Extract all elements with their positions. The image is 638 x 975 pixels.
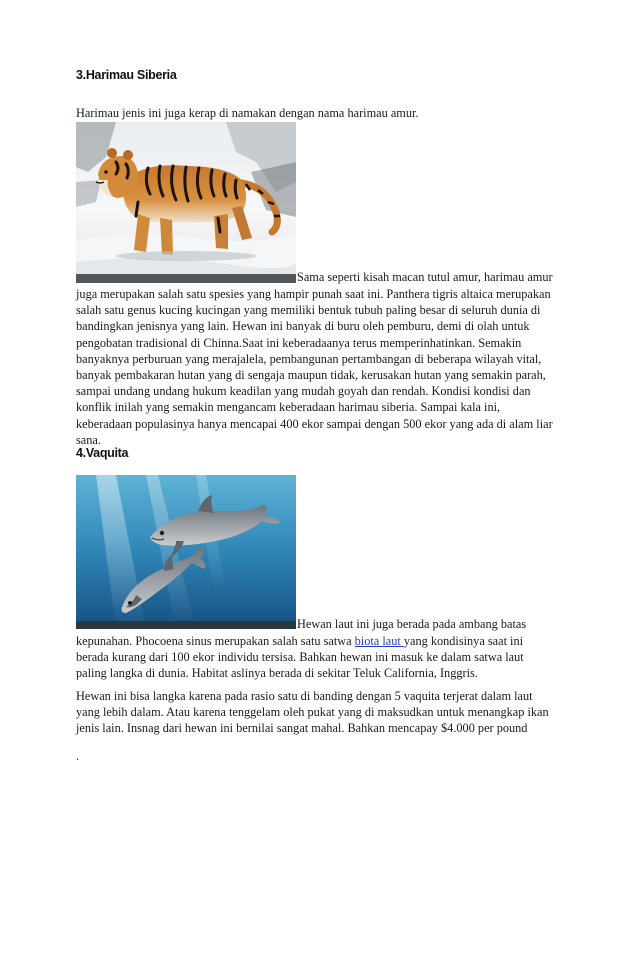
tiger-line-1: juga merupakan salah satu spesies yang hampir punah saat ini. Panthera tigris altaica merupakan xyxy=(76,287,551,301)
vaquita-paragraph xyxy=(76,633,564,682)
section-heading-harimau-siberia: 3.Harimau Siberia xyxy=(76,68,177,82)
tiger-line-7: sampai undang undang hukum keadilan yang mudah goyah dan rendah. Kondisi kondisi dan xyxy=(76,384,531,399)
section-heading-vaquita: 4.Vaquita xyxy=(76,446,129,460)
vaquita-p2-line-2: yang lebih dalam. Atau karena tenggelam oleh pukat yang di maksudkan untuk menangkap ikan xyxy=(76,705,549,720)
trailing-period: . xyxy=(76,749,80,763)
intro-text: Harimau jenis ini juga kerap di namakan dengan nama harimau amur. xyxy=(76,106,419,120)
vaquita-illustration xyxy=(76,475,296,629)
tiger-caption-start: Sama seperti kisah macan tutul amur, harimau amur xyxy=(297,270,553,284)
tiger-line-5: banyaknya perburuan yang merajalela, pembangunan pertambangan di beberapa wilayah vital, xyxy=(76,351,542,366)
intro-paragraph xyxy=(76,105,564,121)
vaquita-p2-line-3: jenis lain. Insnag dari hewan ini bernilai sangat mahal. Bahkan mencapay $4.000 per pound xyxy=(76,721,528,736)
vaquita-line-1-end: yang kondisinya saat ini xyxy=(403,634,524,648)
tiger-line-10: sana. xyxy=(76,432,101,447)
vaquita-caption-start: Hewan laut ini juga berada pada ambang batas xyxy=(297,617,527,631)
vaquita-line-3: paling langka di dunia. Habitat aslinya berada di sekitar Teluk California, Inggris. xyxy=(76,666,478,681)
vaquita-line-2: berada kurang dari 100 ekor individu tersisa. Bahkan hewan ini masuk ke dalam satwa laut xyxy=(76,650,524,665)
tiger-line-6: banyak pembakaran hutan yang di sengaja maupun tidak, kerusakan hutan yang semakin parah, xyxy=(76,368,546,383)
vaquita-image xyxy=(76,475,296,629)
tiger-line-3: bandingkan jenisnya yang lain. Hewan ini banyak di buru oleh pemburu, demi di olah untuk xyxy=(76,319,530,334)
tiger-line-2: salah satu genus kucing kucingan yang memiliki bentuk tubuh paling besar di seluruh dunia di xyxy=(76,303,541,318)
vaquita-line-1 xyxy=(76,633,564,649)
tiger-line-9: keberadaan populasinya hanya mencapai 400 ekor sampai dengan 500 ekor yang ada di alam liar xyxy=(76,416,553,431)
vaquita-line-1-text: kepunahan. Phocoena sinus merupakan salah satu satwa xyxy=(76,634,355,648)
biota-laut-link[interactable]: biota laut xyxy=(354,634,404,648)
vaquita-paragraph-2 xyxy=(76,688,564,737)
tiger-illustration xyxy=(76,122,296,283)
vaquita-p2-line-1: Hewan ini bisa langka karena pada rasio satu di banding dengan 5 vaquita terjerat dalam laut xyxy=(76,689,533,703)
tiger-line-8: konflik inilah yang semakin mengancam keberadaan harimau siberia. Sampai kala ini, xyxy=(76,400,501,415)
tiger-paragraph xyxy=(76,286,564,448)
tiger-image xyxy=(76,122,296,283)
tiger-line-4: pengobatan tradisional di Chinna.Saat ini keberadaanya terus memperinhatinkan. Semakin xyxy=(76,335,522,350)
